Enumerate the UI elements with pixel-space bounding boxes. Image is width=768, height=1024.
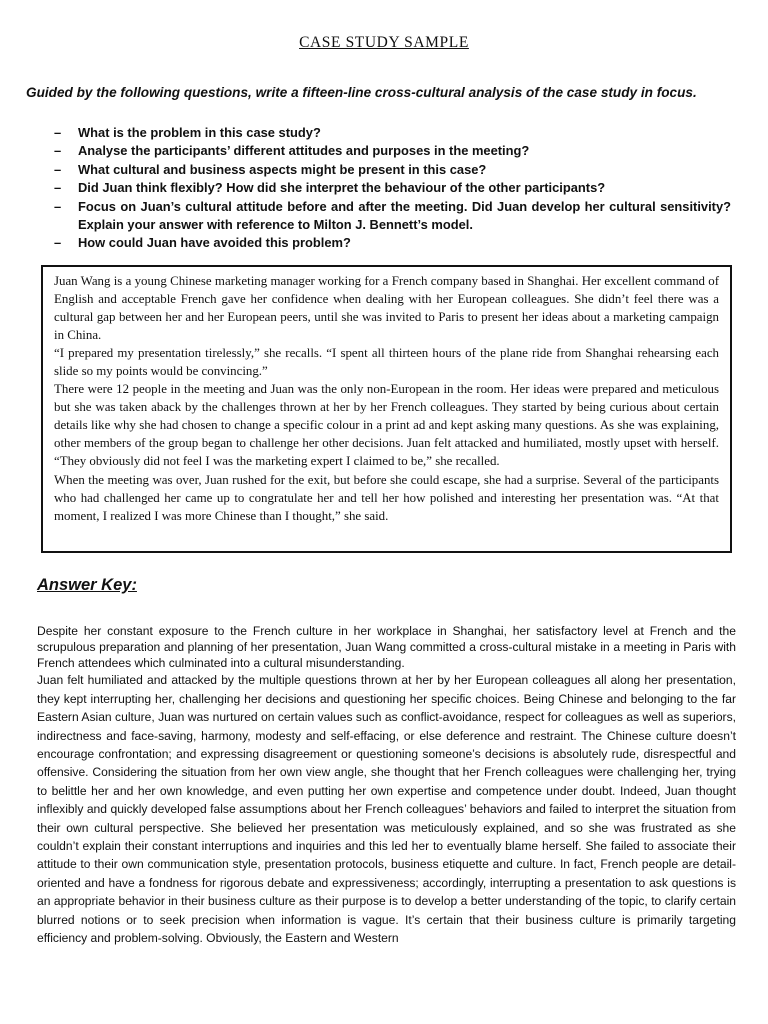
question-item (54, 179, 731, 197)
case-study-box (41, 265, 732, 553)
case-paragraph: “I prepared my presentation tirelessly,” she recalls. “I spent all thirteen hours of the plane ride from Shanghai rehearsing each slide so my points would be convincing.” (54, 346, 719, 379)
dash-bullet: – (54, 125, 62, 140)
case-paragraph: Juan Wang is a young Chinese marketing manager working for a French company based in Shanghai. Her excellent command of English and acceptable French gave her confidence when dealing with her European colleagues. She didn’t feel there was a cultural gap between her and her European peers, until she was invited to Paris to present her ideas about a marketing campaign in China. (54, 274, 719, 343)
question-text: What cultural and business aspects might be present in this case? (78, 161, 487, 177)
question-item (54, 142, 731, 160)
instructions-text: Guided by the following questions, write a fifteen-line cross-cultural analysis of the case study in focus. (26, 85, 697, 100)
question-list (54, 124, 731, 253)
question-item (54, 234, 731, 252)
answer-key-body (37, 623, 736, 947)
page-title: CASE STUDY SAMPLE (299, 34, 469, 51)
dash-bullet: – (54, 235, 62, 251)
question-item (54, 198, 731, 235)
case-paragraph: There were 12 people in the meeting and Juan was the only non-European in the room. Her ideas were prepared and meticulous but she was taken aback by the challenges thrown at her by her French colleagues. They started by being curious about certain details like why she had chosen to change a specific colour in a print ad and kept asking many questions. As she was explaining, other members of the group began to challenge her other decisions. Juan felt attacked and humiliated, mostly upset with herself. “They obviously did not feel I was the marketing expert I claimed to be,” she recalled. (54, 382, 719, 469)
question-text: Analyse the participants’ different attitudes and purposes in the meeting? (78, 143, 530, 159)
dash-bullet: – (54, 198, 62, 214)
dash-bullet: – (54, 143, 62, 159)
question-item (54, 124, 731, 142)
answer-paragraph: Juan felt humiliated and attacked by the multiple questions thrown at her by her European colleagues all along her presentation, they kept interrupting her, challenging her decisions and questioning her specific choices. Being Chinese and belonging to the far Eastern Asian culture, Juan was nurtured on certain values such as conflict-avoidance, respect for colleagues as well as superiors, indirectness and face-saving, harmony, modesty and self-effacing, or else deference and restraint. The Chinese culture doesn’t encourage confrontation; and expressing disagreement or questioning someone’s decisions is absolutely rude, disrespectful and offensive. Considering the situation from her own view angle, she thought that her French colleagues were challenging her, trying to belittle her and her own knowledge, and even putting her own expertise and competence under doubt. Indeed, Juan thought inflexibly and quickly developed false assumptions about her French colleagues’ behaviors and failed to interpret the situation from their own cultural perspective. She believed her presentation was meticulously explained, and so she was frustrated as she couldn’t explain their constant interruptions and inquiries and this led her to eventually blame herself. She failed to associate their attitude to their own communication style, presentation protocols, business etiquette and culture. In fact, French people are detail-oriented and have a fondness for rigorous debate and expressiveness; accordingly, interrupting a presentation to ask questions is an appropriate behavior in their business culture as their purpose is to develop a better understanding of the topic, to clarify certain blurred notions or to seek precision when information is vague. It’s certain that their business culture is primarily targeting efficiency and problem-solving. Obviously, the Eastern and Western (37, 673, 736, 945)
case-paragraph: When the meeting was over, Juan rushed for the exit, but before she could escape, she had a surprise. Several of the participants who had challenged her came up to congratulate her and tell her how polished and interesting her presentation was. “At that moment, I realized I was more Chinese than I thought,” she said. (54, 472, 719, 523)
question-text: How could Juan have avoided this problem? (78, 235, 351, 251)
question-text: Focus on Juan’s cultural attitude before and after the meeting. Did Juan develop her cultural sensitivity? Explain your answer with reference to Milton J. Bennett’s model. (78, 198, 731, 233)
dash-bullet: – (54, 180, 62, 196)
question-text: Did Juan think flexibly? How did she interpret the behaviour of the other participants? (78, 180, 606, 196)
question-text: What is the problem in this case study? (78, 125, 321, 140)
answer-paragraph: Despite her constant exposure to the French culture in her workplace in Shanghai, her satisfactory level at French and the scrupulous preparation and planning of her presentation, Juan Wang committed a cross-cultural mistake in a meeting in Paris with French attendees which culminated into a cultural misunderstanding. (37, 624, 736, 671)
dash-bullet: – (54, 161, 62, 177)
question-item (54, 161, 731, 179)
answer-key-heading: Answer Key: (37, 576, 137, 594)
